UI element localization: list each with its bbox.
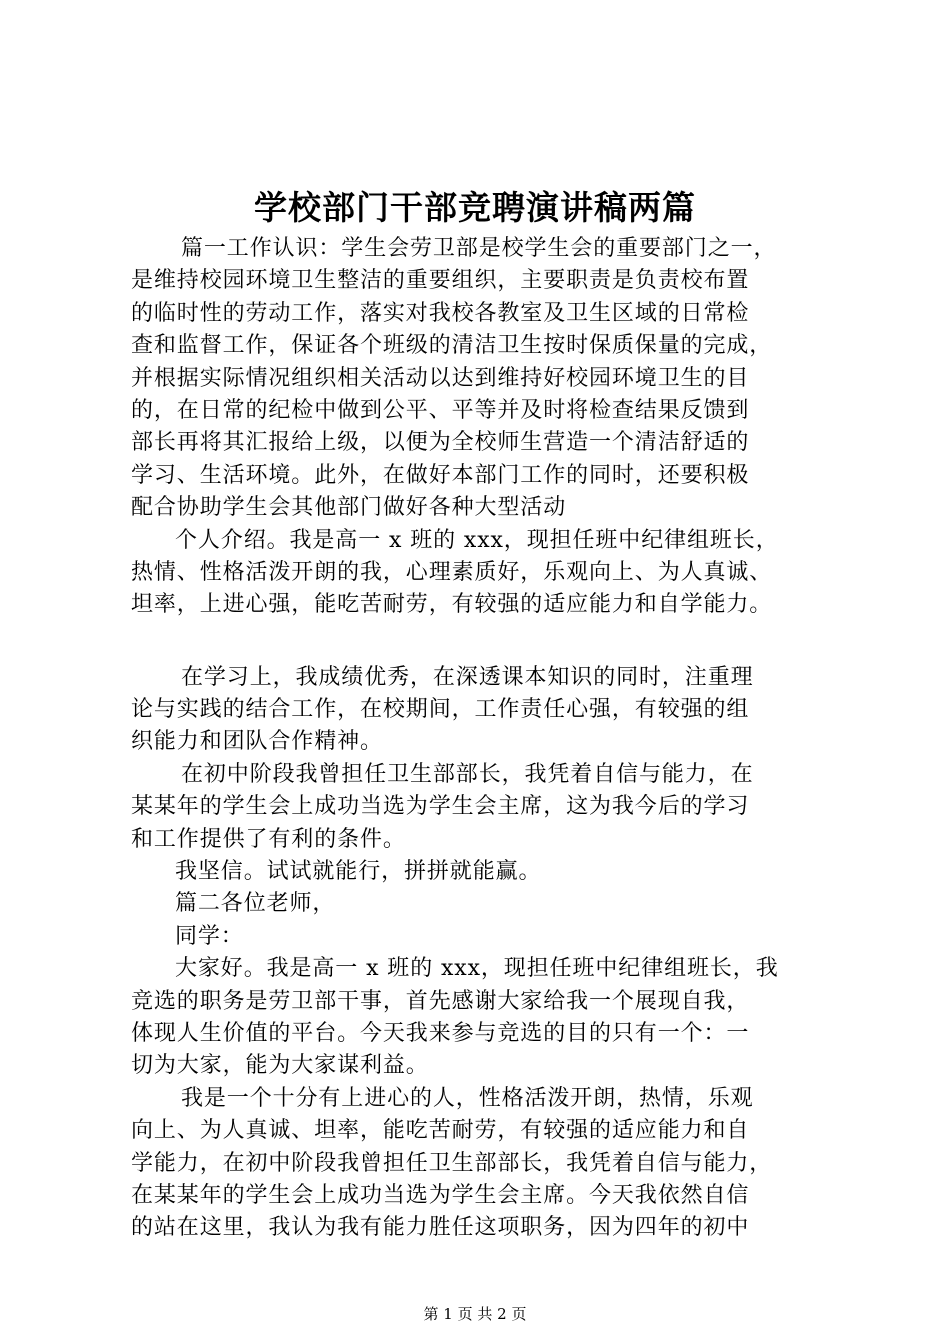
paragraph-line: 配合协助学生会其他部门做好各种大型活动	[131, 495, 567, 521]
paragraph-line: 学习、生活环境。此外，在做好本部门工作的同时，还要积极	[131, 462, 750, 488]
paragraph-line: 大家好。我是高一 x 班的 xxx，现担任班中纪律组班长，我	[175, 956, 779, 982]
paragraph-line: 同学：	[175, 923, 244, 949]
document-title: 学校部门干部竞聘演讲稿两篇	[254, 188, 696, 227]
paragraph-line: 竞选的职务是劳卫部干事，首先感谢大家给我一个展现自我，	[131, 988, 750, 1014]
paragraph-line: 体现人生价值的平台。今天我来参与竞选的目的只有一个：一	[131, 1020, 750, 1046]
paragraph-line: 和工作提供了有利的条件。	[131, 826, 406, 852]
paragraph-line: 篇一工作认识：学生会劳卫部是校学生会的重要部门之一，	[181, 236, 777, 261]
paragraph-line: 的站在这里，我认为我有能力胜任这项职务，因为四年的初中	[131, 1215, 750, 1241]
paragraph-line: 论与实践的结合工作，在校期间，工作责任心强，有较强的组	[131, 697, 750, 723]
page-footer: 第 1 页 共 2 页	[423, 1305, 527, 1323]
paragraph-line: 在初中阶段我曾担任卫生部部长，我凭着自信与能力，在	[181, 761, 754, 787]
paragraph-line: 是维持校园环境卫生整洁的重要组织，主要职责是负责校布置	[131, 268, 750, 294]
paragraph-line: 我是一个十分有上进心的人，性格活泼开朗，热情，乐观	[181, 1085, 754, 1111]
document-body	[131, 233, 841, 1245]
paragraph-line: 的临时性的劳动工作，落实对我校各教室及卫生区域的日常检	[131, 300, 750, 326]
paragraph-line: 坦率，上进心强，能吃苦耐劳，有较强的适应能力和自学能力。	[131, 592, 773, 618]
blank-line	[131, 622, 841, 662]
paragraph-line: 篇二各位老师，	[175, 891, 336, 917]
paragraph-line: 在某某年的学生会上成功当选为学生会主席。今天我依然自信	[131, 1182, 750, 1208]
paragraph-line: 我坚信。试试就能行，拼拼就能赢。	[175, 859, 542, 885]
paragraph-line: 部长再将其汇报给上级，以便为全校师生营造一个清洁舒适的	[131, 430, 750, 456]
paragraph-line: 某某年的学生会上成功当选为学生会主席，这为我今后的学习	[131, 794, 750, 820]
paragraph-line: 并根据实际情况组织相关活动以达到维持好校园环境卫生的目	[131, 365, 750, 391]
paragraph-line: 热情、性格活泼开朗的我，心理素质好，乐观向上、为人真诚、	[131, 559, 773, 585]
paragraph-line: 织能力和团队合作精神。	[131, 729, 383, 755]
paragraph-line: 切为大家，能为大家谋利益。	[131, 1053, 429, 1079]
paragraph-line: 学能力，在初中阶段我曾担任卫生部部长，我凭着自信与能力，	[131, 1150, 773, 1176]
paragraph-line: 在学习上，我成绩优秀，在深透课本知识的同时，注重理	[181, 664, 754, 690]
paragraph-line: 的，在日常的纪检中做到公平、平等并及时将检查结果反馈到	[131, 397, 750, 423]
paragraph-line: 向上、为人真诚、坦率，能吃苦耐劳，有较强的适应能力和自	[131, 1118, 750, 1144]
paragraph-line: 查和监督工作，保证各个班级的清洁卫生按时保质保量的完成，	[131, 333, 773, 359]
paragraph-line: 个人介绍。我是高一 x 班的 xxx，现担任班中纪律组班长，	[175, 527, 779, 553]
